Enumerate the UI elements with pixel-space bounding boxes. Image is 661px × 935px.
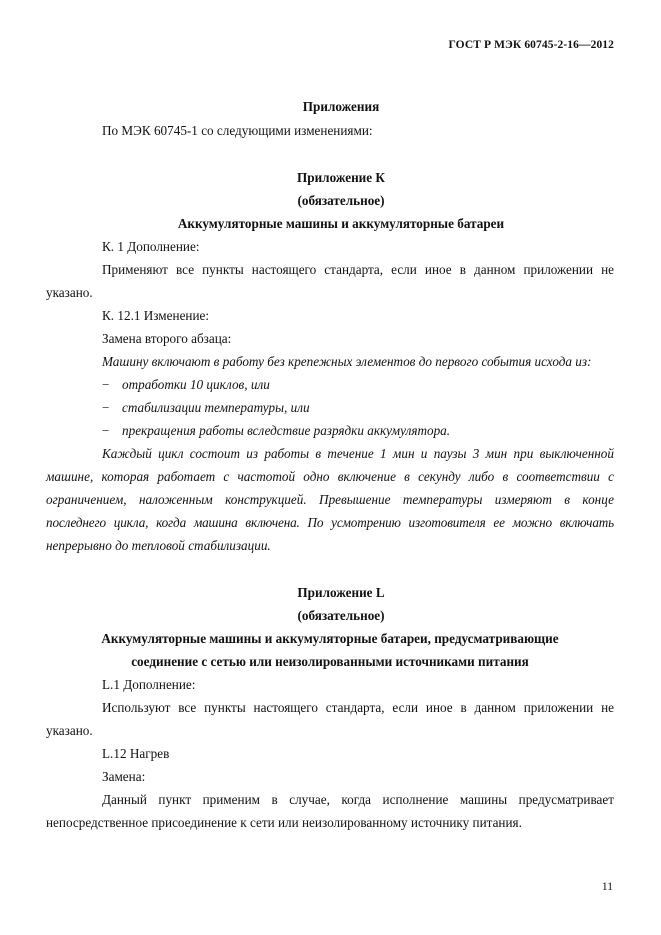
list-item: стабилизации температуры, или bbox=[122, 400, 310, 415]
list-dash: − bbox=[102, 377, 110, 392]
appendix-k-paragraph-line: указано. bbox=[46, 285, 93, 300]
page-number: 11 bbox=[601, 881, 613, 893]
appendix-l-replacement-note: Замена: bbox=[102, 769, 146, 784]
appendix-l-paragraph-line: непосредственное присоединение к сети или неизолированному источнику питания. bbox=[46, 815, 522, 830]
cycle-paragraph-line: Каждый цикл состоит из работы в течение 1 мин и паузы 3 мин при выключенной bbox=[102, 446, 614, 461]
appendix-l-clause-1: L.1 Дополнение: bbox=[102, 677, 196, 692]
list-dash: − bbox=[102, 400, 110, 415]
appendix-l-clause-12: L.12 Нагрев bbox=[102, 746, 170, 761]
cycle-paragraph-line: машине, которая работает с частотой одно включение в секунду либо в соответствии с bbox=[46, 469, 614, 484]
appendix-l-title: Приложение L bbox=[297, 585, 385, 600]
appendix-k-paragraph-line: Применяют все пункты настоящего стандарта, если иное в данном приложении не bbox=[102, 262, 614, 277]
cycle-paragraph-line: непрерывно до тепловой стабилизации. bbox=[46, 538, 271, 553]
appendix-l-paragraph-line: Используют все пункты настоящего стандарта, если иное в данном приложении не bbox=[102, 700, 614, 715]
appendix-k-clause-1: К. 1 Дополнение: bbox=[102, 239, 200, 254]
appendix-l-subject-line-2: соединение с сетью или неизолированными источниками питания bbox=[131, 654, 529, 669]
appendix-k-italic-lead: Машину включают в работу без крепежных элементов до первого события исхода из: bbox=[102, 354, 592, 369]
list-item: отработки 10 циклов, или bbox=[122, 377, 270, 392]
appendix-k-title: Приложение К bbox=[296, 170, 385, 185]
appendix-k-subject: Аккумуляторные машины и аккумуляторные батареи bbox=[177, 216, 505, 231]
appendix-l-status: (обязательное) bbox=[297, 608, 385, 623]
document-code-header: ГОСТ Р МЭК 60745-2-16—2012 bbox=[448, 39, 614, 51]
list-dash: − bbox=[102, 423, 110, 438]
cycle-paragraph-line: ограничением, наложенным конструкцией. Превышение температуры измеряют в конце bbox=[46, 492, 614, 507]
appendix-k-clause-12-1: К. 12.1 Изменение: bbox=[102, 308, 210, 323]
intro-text: По МЭК 60745-1 со следующими изменениями: bbox=[102, 123, 373, 138]
appendix-k-replacement-note: Замена второго абзаца: bbox=[102, 331, 232, 346]
cycle-paragraph-line: последнего цикла, когда машина включена. По усмотрению изготовителя ее можно включать bbox=[46, 515, 614, 530]
appendix-l-paragraph-line: Данный пункт применим в случае, когда исполнение машины предусматривает bbox=[102, 792, 614, 807]
appendix-l-paragraph-line: указано. bbox=[46, 723, 93, 738]
appendices-title: Приложения bbox=[302, 99, 380, 114]
appendix-l-subject-line-1: Аккумуляторные машины и аккумуляторные батареи, предусматривающие bbox=[101, 631, 559, 646]
appendix-k-status: (обязательное) bbox=[297, 193, 385, 208]
list-item: прекращения работы вследствие разрядки аккумулятора. bbox=[122, 423, 451, 438]
